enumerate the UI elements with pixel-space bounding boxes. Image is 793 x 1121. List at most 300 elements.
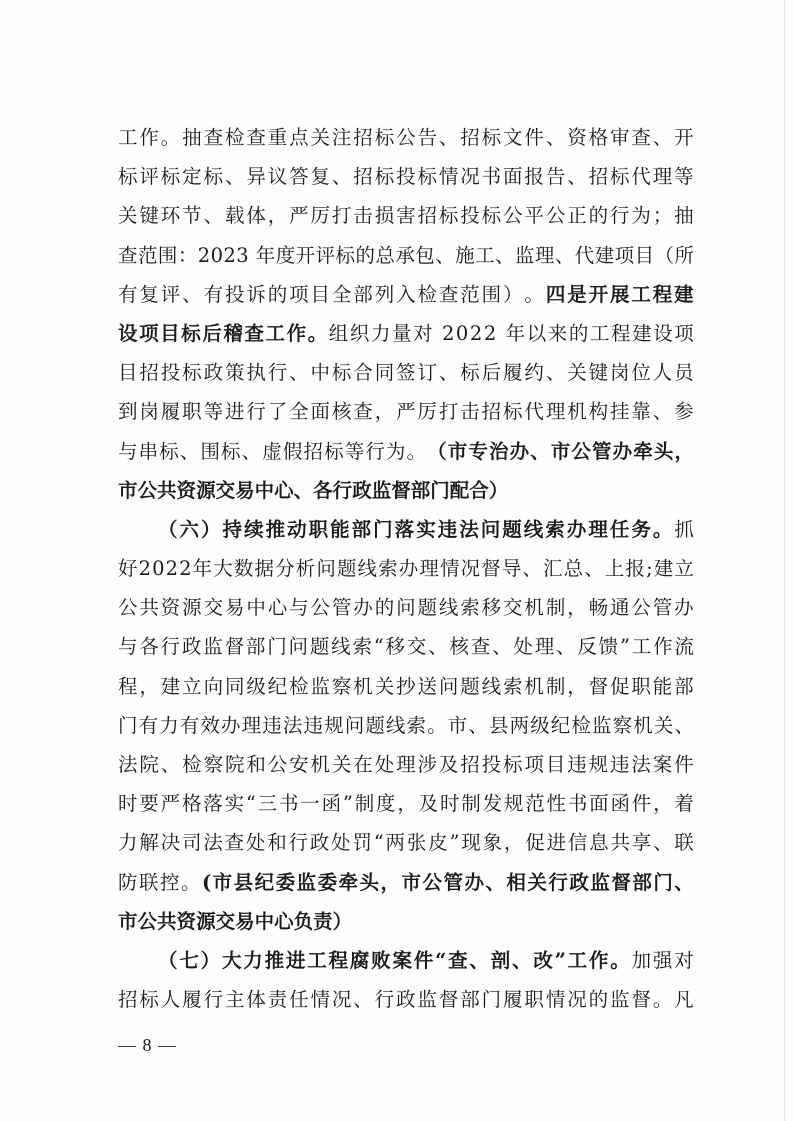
- text-char: 度: [275, 243, 296, 267]
- text-char: 与: [289, 596, 309, 620]
- text-char: 力: [159, 713, 179, 737]
- text-char: 总: [563, 557, 584, 581]
- text-char: 索: [406, 713, 427, 737]
- bold-text-char: 法: [459, 517, 479, 541]
- text-char: 查: [631, 126, 651, 149]
- bold-text-char: 能: [330, 517, 350, 541]
- text-char: 线: [331, 635, 351, 659]
- bold-text-char: 、: [485, 870, 505, 894]
- text-char: 格: [588, 126, 609, 149]
- text-char: 公: [631, 596, 651, 620]
- text-char: 参: [674, 400, 694, 424]
- text-char: 情: [439, 557, 460, 581]
- text-char: 范: [137, 243, 158, 267]
- text-char: 抄: [396, 674, 416, 698]
- text-line: [118, 471, 694, 510]
- text-char: 节: [182, 204, 202, 228]
- text-char: 情: [545, 988, 566, 1012]
- text-char: 建: [653, 557, 674, 581]
- text-char: 要: [139, 792, 159, 816]
- text-char: 政: [203, 361, 224, 385]
- text-char: 串: [138, 439, 159, 463]
- text-char: 构: [588, 400, 609, 424]
- text-char: 力: [370, 321, 391, 345]
- text-char: 理: [534, 243, 555, 267]
- text-char: 施: [455, 243, 475, 267]
- text-char: 投: [224, 282, 245, 306]
- text-char: 建: [594, 243, 615, 267]
- bold-text-char: 牵: [633, 439, 653, 463]
- text-char: 处: [245, 831, 266, 855]
- bold-text-char: 头: [359, 870, 380, 894]
- text-char: 全: [331, 282, 352, 306]
- text-char: 开: [295, 243, 316, 267]
- text-char: 现: [461, 831, 481, 855]
- text-char: 核: [331, 400, 352, 424]
- text-char: 平: [524, 204, 544, 228]
- text-char: 后: [481, 361, 502, 385]
- text-line-content: [158, 941, 694, 980]
- text-char: 畅: [588, 596, 609, 620]
- text-char: 督: [438, 988, 459, 1012]
- text-char: 对: [674, 948, 694, 972]
- text-char: 司: [181, 831, 202, 855]
- text-char: 等: [344, 439, 365, 463]
- bold-text-char: 标: [181, 321, 201, 345]
- text-char: 联: [138, 870, 159, 894]
- text-char: 范: [525, 792, 545, 816]
- text-char: 标: [374, 126, 395, 149]
- text-char: 了: [267, 400, 288, 424]
- text-char: 件: [524, 126, 544, 149]
- text-char: 解: [139, 831, 159, 855]
- text-char: 好: [118, 557, 138, 581]
- text-char: 设: [653, 321, 673, 345]
- text-char: 部: [460, 988, 480, 1012]
- text-char: 促: [609, 674, 630, 698]
- scan-edge-line: [784, 0, 785, 1121]
- text-char: 2: [179, 557, 192, 581]
- text-char: 责: [267, 988, 288, 1012]
- text-char: 况: [460, 165, 480, 189]
- bold-text-char: 办: [464, 870, 484, 894]
- bold-text-char: 交: [215, 478, 236, 502]
- text-char: 抽: [674, 204, 694, 228]
- text-char: 任: [289, 988, 309, 1012]
- text-char: 题: [365, 713, 385, 737]
- bold-text-char: 行: [548, 870, 568, 894]
- text-line: [118, 706, 694, 745]
- bold-text-char: 市: [401, 870, 422, 894]
- text-char: 标: [324, 439, 344, 463]
- bold-text-char: 查: [244, 321, 264, 345]
- text-line-content: [158, 510, 694, 549]
- text-char: 体: [246, 204, 266, 228]
- text-char: 安: [289, 753, 309, 776]
- text-char: 强: [652, 948, 673, 972]
- text-char: 交: [406, 635, 427, 659]
- bold-text-char: 政: [352, 478, 372, 502]
- text-char: ，: [567, 674, 587, 698]
- bold-text-char: 部: [410, 478, 431, 502]
- text-char: 标: [503, 400, 523, 424]
- text-char: 。: [652, 988, 673, 1012]
- text-char: 文: [503, 126, 523, 149]
- bold-text-char: ，: [674, 439, 694, 463]
- text-char: 、: [652, 400, 673, 424]
- bold-text-char: 违: [437, 517, 458, 541]
- bold-text-char: 办: [612, 439, 633, 463]
- text-char: 工: [475, 243, 495, 267]
- text-char: 行: [609, 204, 630, 228]
- text-char: 标: [203, 165, 224, 189]
- text-line: [118, 275, 694, 314]
- text-char: 。: [160, 126, 181, 149]
- text-char: 源: [182, 596, 202, 620]
- text-char: 项: [614, 243, 635, 267]
- text-char: ，: [374, 400, 395, 424]
- text-line-content: [118, 784, 694, 823]
- text-char: 办: [398, 557, 419, 581]
- text-char: 控: [159, 870, 180, 894]
- text-char: ;: [646, 557, 653, 581]
- text-char: 议: [267, 165, 288, 189]
- text-char: 0: [152, 557, 165, 581]
- text-char: 、: [428, 635, 448, 659]
- text-char: 发: [482, 792, 503, 816]
- text-char: 资: [567, 126, 587, 149]
- bold-text-char: 目: [160, 321, 180, 345]
- text-char: 、: [554, 243, 575, 267]
- bold-text-char: 门: [430, 478, 450, 502]
- text-char: 损: [374, 204, 395, 228]
- text-char: 公: [310, 596, 331, 620]
- text-line-content: [118, 706, 694, 745]
- text-char: 问: [438, 674, 459, 698]
- text-char: 规: [324, 713, 344, 737]
- bold-text-char: 专: [468, 439, 488, 463]
- text-char: 查: [246, 126, 266, 149]
- text-char: 题: [417, 596, 437, 620]
- text-char: 列: [374, 282, 395, 306]
- text-char: 监: [203, 635, 223, 659]
- text-char: 检: [224, 126, 245, 149]
- text-char: 及: [438, 753, 459, 776]
- text-char: 、: [522, 557, 542, 581]
- text-char: 评: [160, 282, 181, 306]
- text-char: 促: [525, 831, 545, 855]
- text-char: 对: [413, 321, 433, 345]
- text-char: 书: [278, 792, 299, 816]
- bold-text-char: 市: [550, 439, 571, 463]
- text-char: ”: [342, 792, 353, 816]
- bold-text-char: 管: [443, 870, 463, 894]
- bold-text-char: 配: [449, 478, 470, 502]
- text-char: 严: [160, 792, 181, 816]
- text-char: 标: [481, 204, 502, 228]
- text-char: 人: [160, 988, 181, 1012]
- text-char: 标: [438, 204, 459, 228]
- text-char: 同: [374, 361, 395, 385]
- text-char: 建: [632, 321, 652, 345]
- bold-text-char: 展: [609, 282, 630, 306]
- text-char: 面: [503, 165, 523, 189]
- text-char: 有: [118, 282, 138, 306]
- text-char: 量: [392, 321, 412, 345]
- text-char: 法: [631, 753, 651, 776]
- bold-text-char: 作: [286, 321, 307, 345]
- bold-text-char: “: [435, 948, 447, 972]
- text-char: 程: [118, 674, 138, 698]
- text-line-content: [118, 275, 694, 314]
- text-char: ）: [503, 282, 523, 306]
- text-char: 皮: [428, 831, 448, 855]
- text-char: 监: [592, 713, 612, 737]
- text-line-content: [118, 157, 694, 196]
- text-char: 报: [625, 557, 645, 581]
- text-char: 流: [674, 635, 694, 659]
- text-char: 有: [138, 713, 159, 737]
- bold-text-char: 工: [631, 282, 651, 306]
- bold-text-char: 公: [571, 439, 591, 463]
- bold-text-char: 七: [179, 948, 199, 972]
- bold-text-char: 源: [196, 478, 216, 502]
- text-char: 督: [588, 674, 609, 698]
- text-char: 复: [310, 165, 331, 189]
- text-char: 、: [353, 988, 373, 1012]
- text-char: 为: [385, 439, 406, 463]
- text-char: 机: [524, 674, 544, 698]
- text-line: [118, 941, 694, 980]
- bold-text-char: 负: [293, 909, 314, 933]
- text-char: 加: [631, 948, 652, 972]
- text-char: 查: [353, 400, 373, 424]
- text-char: 招: [139, 361, 159, 385]
- bold-text-char: 公: [422, 870, 442, 894]
- text-char: 击: [353, 204, 373, 228]
- text-char: 标: [417, 165, 437, 189]
- text-line-content: [118, 549, 694, 588]
- text-char: 效: [200, 713, 220, 737]
- text-char: 执: [246, 361, 266, 385]
- text-char: 招: [303, 439, 323, 463]
- text-char: 况: [331, 988, 352, 1012]
- text-char: 招: [588, 165, 609, 189]
- text-char: 级: [530, 713, 550, 737]
- text-char: 组: [328, 321, 349, 345]
- bold-text-char: 合: [469, 478, 489, 502]
- page-number: — 8 —: [118, 1035, 177, 1055]
- text-char: 监: [514, 243, 535, 267]
- text-char: 招: [353, 165, 373, 189]
- bold-text-char: 稽: [223, 321, 243, 345]
- text-char: ”: [619, 635, 630, 659]
- text-char: 违: [303, 713, 323, 737]
- text-char: “: [373, 831, 384, 855]
- text-char: 罚: [352, 831, 372, 855]
- text-char: 管: [652, 596, 673, 620]
- text-line-content: [118, 236, 694, 275]
- text-char: 察: [203, 753, 224, 776]
- text-char: 投: [460, 204, 480, 228]
- text-char: 合: [353, 361, 373, 385]
- text-char: 项: [289, 282, 309, 306]
- text-char: 投: [481, 753, 502, 776]
- text-char: 进: [224, 400, 245, 424]
- text-char: 违: [609, 753, 630, 776]
- bold-text-char: 、: [293, 478, 314, 502]
- text-char: 两: [385, 831, 406, 855]
- bold-text-char: 、: [469, 948, 489, 972]
- text-char: 况: [567, 988, 587, 1012]
- text-char: 审: [609, 126, 630, 149]
- bold-text-char: 头: [653, 439, 674, 463]
- text-char: 定: [182, 165, 202, 189]
- bold-text-char: 任: [609, 517, 630, 541]
- text-char: 来: [547, 321, 568, 345]
- text-char: ，: [567, 596, 587, 620]
- bold-text-char: 工: [567, 948, 588, 972]
- text-char: 送: [417, 674, 437, 698]
- bold-text-char: 。: [610, 948, 630, 972]
- text-char: 程: [611, 321, 631, 345]
- text-char: 投: [160, 361, 181, 385]
- text-char: 工: [631, 635, 652, 659]
- text-char: 理: [419, 557, 439, 581]
- text-char: 析: [295, 557, 316, 581]
- bold-text-char: 程: [652, 282, 673, 306]
- text-char: 督: [631, 988, 651, 1012]
- text-char: 的: [568, 321, 589, 345]
- bold-text-char: 问: [480, 517, 501, 541]
- bold-text-char: 件: [413, 948, 434, 972]
- text-char: 点: [289, 126, 309, 149]
- text-line: [118, 157, 694, 196]
- bold-text-char: 办: [509, 439, 530, 463]
- bold-text-char: 共: [157, 478, 177, 502]
- text-char: 政: [181, 635, 202, 659]
- text-char: 着: [674, 792, 694, 816]
- bold-text-char: （: [427, 439, 447, 463]
- text-char: 案: [652, 753, 673, 776]
- text-char: 交: [203, 596, 224, 620]
- text-char: 公: [503, 204, 523, 228]
- text-char: 与: [118, 635, 138, 659]
- text-char: 与: [118, 439, 138, 463]
- text-char: 院: [224, 753, 245, 776]
- bold-text-char: 各: [313, 478, 333, 502]
- text-char: 约: [524, 361, 544, 385]
- text-char: 理: [652, 165, 673, 189]
- text-char: 情: [310, 988, 331, 1012]
- bold-text-char: 职: [308, 517, 329, 541]
- text-char: [434, 314, 440, 353]
- bold-text-char: 持: [222, 517, 243, 541]
- text-char: 级: [246, 674, 266, 698]
- bold-text-char: 监: [371, 478, 392, 502]
- bold-text-char: 易: [235, 478, 255, 502]
- text-char: 3: [236, 243, 249, 267]
- text-char: 有: [203, 282, 224, 306]
- text-char: 、: [331, 165, 352, 189]
- text-char: 制: [354, 792, 375, 816]
- bold-text-char: 市: [118, 909, 138, 933]
- text-char: 件: [631, 792, 652, 816]
- text-char: 、: [289, 361, 309, 385]
- text-char: 反: [577, 635, 597, 659]
- text-char: 招: [353, 126, 373, 149]
- text-char: 围: [157, 243, 178, 267]
- bold-text-char: 工: [265, 321, 286, 345]
- text-char: 查: [224, 831, 245, 855]
- text-char: 、: [435, 243, 455, 267]
- text-line-content: [118, 196, 694, 235]
- text-char: 签: [396, 361, 416, 385]
- text-char: 一: [300, 792, 320, 816]
- bold-text-char: 败: [371, 948, 391, 972]
- bold-text-char: 续: [244, 517, 264, 541]
- text-char: 核: [449, 635, 469, 659]
- text-char: 履: [160, 400, 181, 424]
- text-char: 线: [438, 596, 459, 620]
- text-char: 、: [241, 439, 262, 463]
- text-char: 主: [224, 988, 245, 1012]
- text-line: [118, 588, 694, 627]
- text-char: [249, 236, 255, 275]
- text-char: 线: [481, 674, 502, 698]
- text-char: 全: [289, 400, 309, 424]
- text-char: 机: [567, 400, 587, 424]
- text-char: 函: [610, 792, 630, 816]
- text-line: [118, 314, 694, 353]
- text-char: 规: [503, 792, 524, 816]
- text-char: 目: [545, 753, 566, 776]
- text-char: 工: [589, 321, 610, 345]
- text-line: [118, 627, 694, 666]
- text-char: 、: [653, 831, 673, 855]
- text-line: [118, 902, 694, 941]
- text-char: 大: [213, 557, 233, 581]
- text-char: 作: [653, 635, 673, 659]
- text-char: 检: [182, 753, 202, 776]
- text-char: 查: [118, 243, 138, 267]
- text-char: 、: [556, 635, 576, 659]
- text-char: 体: [246, 988, 266, 1012]
- bold-text-char: 中: [254, 478, 275, 502]
- text-char: ：: [177, 243, 198, 267]
- text-char: 据: [254, 557, 275, 581]
- text-char: ，: [397, 792, 417, 816]
- text-char: ，: [139, 674, 159, 698]
- text-char: 正: [567, 204, 587, 228]
- text-char: 的: [355, 243, 375, 267]
- text-char: 公: [396, 126, 416, 149]
- bold-text-char: 。: [652, 517, 673, 541]
- text-char: 信: [567, 831, 588, 855]
- text-char: 招: [481, 400, 502, 424]
- text-char: ，: [653, 792, 673, 816]
- text-char: 问: [316, 557, 336, 581]
- bold-text-char: 案: [392, 948, 412, 972]
- bold-text-char: 市: [447, 439, 468, 463]
- text-char: 享: [631, 831, 652, 855]
- bold-text-char: 剖: [490, 948, 511, 972]
- text-char: 导: [501, 557, 522, 581]
- bold-text-char: 。: [307, 321, 328, 345]
- text-char: 象: [482, 831, 503, 855]
- text-char: 代: [524, 400, 544, 424]
- bold-text-char: 实: [416, 517, 436, 541]
